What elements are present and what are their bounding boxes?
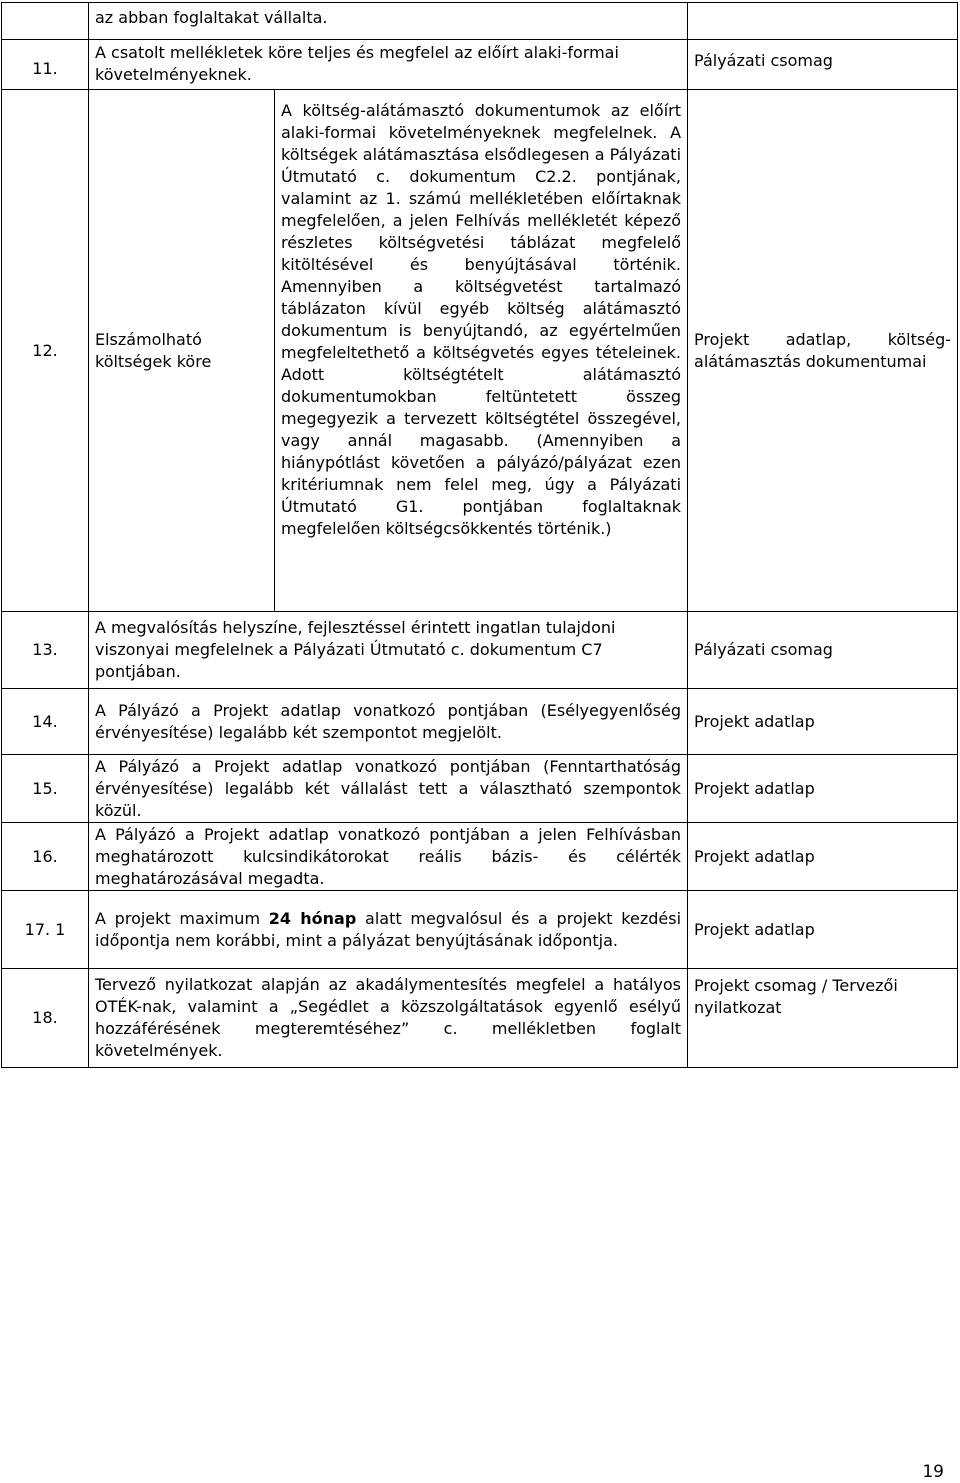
row-number: 14. (2, 689, 89, 755)
criterion-text: A megvalósítás helyszíne, fejlesztéssel érintett ingatlan tulajdoni viszonyai megfelelnek a Pályázati Útmutató c. dokumentum C7 pontjában. (89, 612, 688, 689)
reference-document: Projekt adatlap (688, 689, 958, 755)
row-number: 18. (2, 969, 89, 1068)
table-row (2, 891, 958, 969)
criterion-text: A Pályázó a Projekt adatlap vonatkozó pontjában (Esélyegyenlőség érvényesítése) legalább két szempontot megjelölt. (89, 689, 688, 755)
reference-document: Projekt adatlap (688, 823, 958, 891)
table-row (2, 3, 958, 40)
table-row (2, 969, 958, 1068)
table-row (2, 90, 958, 612)
reference-document: Projekt adatlap, költség-alátámasztás dokumentumai (688, 90, 958, 612)
reference-document: Pályázati csomag (688, 40, 958, 90)
table-row (2, 823, 958, 891)
reference-document: Projekt adatlap (688, 755, 958, 823)
text-part: A projekt maximum (95, 908, 269, 928)
criteria-table (1, 2, 958, 1068)
criterion-label: Elszámolható költségek köre (89, 90, 275, 612)
criterion-text: A csatolt mellékletek köre teljes és megfelel az előírt alaki-formai követelményeknek. (89, 40, 688, 90)
table-row (2, 689, 958, 755)
text-part: alatt megvalósul és a projekt kezdési időpontja nem korábbi, mint a pályázat benyújtásának időpontja. (95, 908, 682, 950)
row-number: 12. (2, 90, 89, 612)
row-number: 11. (2, 40, 89, 90)
reference-document (688, 3, 958, 40)
page-number: 19 (922, 1462, 944, 1482)
row-number: 15. (2, 755, 89, 823)
criterion-text: az abban foglaltakat vállalta. (89, 3, 688, 40)
duration-highlight: 24 hónap (268, 908, 357, 928)
reference-document: Projekt adatlap (688, 891, 958, 969)
table-row (2, 612, 958, 689)
criterion-text: A Pályázó a Projekt adatlap vonatkozó pontjában (Fenntarthatóság érvényesítése) legalább két vállalást tett a választható szempontok közül. (89, 755, 688, 823)
row-number (2, 3, 89, 40)
criterion-text (89, 891, 688, 969)
row-number: 13. (2, 612, 89, 689)
row-number: 16. (2, 823, 89, 891)
row-number: 17. 1 (2, 891, 89, 969)
criterion-text: A Pályázó a Projekt adatlap vonatkozó pontjában a jelen Felhívásban meghatározott kulcsindikátorokat reális bázis- és célérték meghatározásával megadta. (89, 823, 688, 891)
criterion-text: A költség-alátámasztó dokumentumok az előírt alaki-formai követelményeknek megfelelnek. A költségek alátámasztása elsődlegesen a Pályázati Útmutató c. dokumentum C2.2. pontjának, valamint az 1. számú mellékletében előírtaknak megfelelően, a jelen Felhívás mellékletét képező részletes költségvetési táblázat megfelelő kitöltésével és benyújtásával történik. Amennyiben a költségvetést tartalmazó táblázaton kívül egyéb költség alátámasztó dokumentum is benyújtandó, az egyértelműen megfeleltethető a költségvetés egyes tételeinek. Adott költségtételt alátámasztó dokumentumokban feltüntetett összeg megegyezik a tervezett költségtétel összegével, vagy annál magasabb. (Amennyiben a hiánypótlást követően a pályázó/pályázat ezen kritériumnak nem felel meg, úgy a Pályázati Útmutató G1. pontjában foglaltaknak megfelelően költségcsökkentés történik.) (275, 90, 688, 612)
reference-document: Pályázati csomag (688, 612, 958, 689)
table-row (2, 40, 958, 90)
reference-document: Projekt csomag / Tervezői nyilatkozat (688, 969, 958, 1068)
criterion-text: Tervező nyilatkozat alapján az akadálymentesítés megfelel a hatályos OTÉK-nak, valamint a „Segédlet a közszolgáltatások egyenlő esélyű hozzáférésének megteremtéséhez” c. mellékletben foglalt követelmények. (89, 969, 688, 1068)
table-row (2, 755, 958, 823)
